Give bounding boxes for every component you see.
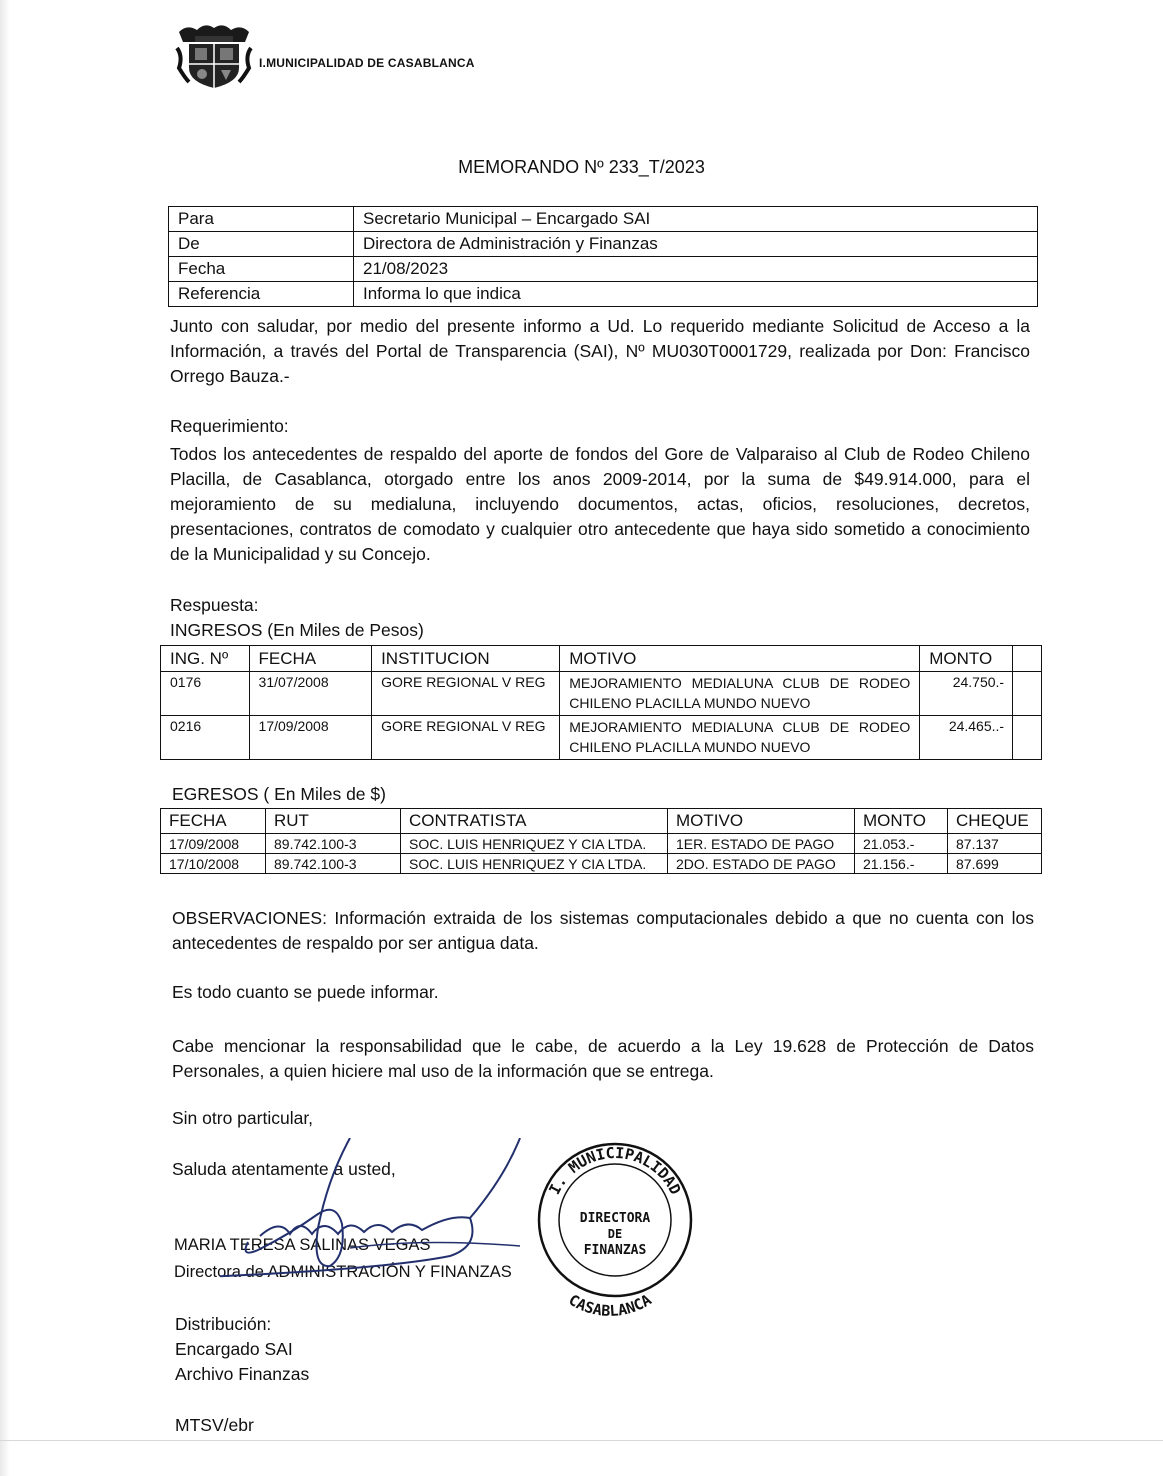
ingresos-title: INGRESOS (En Miles de Pesos): [170, 620, 424, 640]
table-row: [161, 716, 1042, 760]
observaciones-paragraph: OBSERVACIONES: Información extraida de los sistemas computacionales debido a que no cuenta con los antecedentes de respaldo por ser antigua data.: [172, 908, 1034, 953]
column-header: CONTRATISTA: [401, 809, 668, 834]
cell-motivo: MEJORAMIENTO MEDIALUNA CLUB DE RODEO CHILENO PLACILLA MUNDO NUEVO: [560, 672, 920, 716]
cell-monto: 21.053.-: [855, 834, 948, 854]
cell-motivo: 1ER. ESTADO DE PAGO: [668, 834, 855, 854]
svg-text:I. MUNICIPALIDAD: [545, 1144, 684, 1198]
stamp-line3: FINANZAS: [583, 1243, 647, 1258]
todo-cuanto-text: Es todo cuanto se puede informar.: [172, 982, 439, 1002]
column-header: MONTO: [920, 646, 1013, 672]
table-header-row: [161, 809, 1042, 834]
cell-monto: 21.156.-: [855, 854, 948, 874]
respuesta-label: Respuesta:: [170, 595, 259, 615]
memo-title: MEMORANDO Nº 233_T/2023: [458, 157, 705, 177]
requerimiento-label: Requerimiento:: [170, 416, 289, 436]
cell-cheque: 87.699: [948, 854, 1042, 874]
cell-contratista: SOC. LUIS HENRIQUEZ Y CIA LTDA.: [401, 854, 668, 874]
cell-fecha: 17/10/2008: [161, 854, 266, 874]
cell-ing: 0216: [161, 716, 250, 760]
cell-rut: 89.742.100-3: [266, 834, 401, 854]
cell-fecha: 17/09/2008: [249, 716, 372, 760]
distribucion-item: Encargado SAI: [175, 1339, 293, 1359]
cell-fecha: 31/07/2008: [249, 672, 372, 716]
table-row: [169, 257, 1038, 282]
table-row: [169, 207, 1038, 232]
requerimiento-paragraph: Todos los antecedentes de respaldo del aporte de fondos del Gore de Valparaiso al Club de Rodeo Chileno Placilla, de Casablanca, otorgado entre los anos 2009-2014, por la suma de $49.914.000, para el mejoramiento de su medialuna, incluyendo documentos, actas, oficios, resoluciones, decretos, presentaciones, contratos de comodato y cualquier otro antecedente que haya sido sometido a conocimiento de la Municipalidad y su Concejo.: [170, 444, 1030, 564]
signer-position: Directora de ADMINISTRACIÓN Y FINANZAS: [174, 1263, 512, 1281]
column-header: MONTO: [855, 809, 948, 834]
distribucion-item: Archivo Finanzas: [175, 1364, 310, 1384]
meta-value: Informa lo que indica: [354, 282, 1038, 307]
cell-motivo: 2DO. ESTADO DE PAGO: [668, 854, 855, 874]
egresos-table: [160, 808, 1042, 874]
column-header: MOTIVO: [560, 646, 920, 672]
meta-key: Referencia: [169, 282, 354, 307]
cell-rut: 89.742.100-3: [266, 854, 401, 874]
ingresos-table: [160, 645, 1042, 760]
egresos-title: EGRESOS ( En Miles de $): [172, 784, 386, 804]
official-stamp: [515, 1128, 705, 1328]
cell-contratista: SOC. LUIS HENRIQUEZ Y CIA LTDA.: [401, 834, 668, 854]
signer-name: MARIA TERESA SALINAS VEGAS: [174, 1236, 431, 1254]
cell-cheque: 87.137: [948, 834, 1042, 854]
table-row: [169, 282, 1038, 307]
table-row: [161, 834, 1042, 854]
cell-ing: 0176: [161, 672, 250, 716]
cell-empty: [1013, 716, 1042, 760]
table-header-row: [161, 646, 1042, 672]
org-name: I.MUNICIPALIDAD DE CASABLANCA: [259, 56, 475, 70]
table-row: [161, 854, 1042, 874]
cell-fecha: 17/09/2008: [161, 834, 266, 854]
initials: MTSV/ebr: [175, 1415, 254, 1435]
cell-institucion: GORE REGIONAL V REG: [372, 716, 560, 760]
cell-institucion: GORE REGIONAL V REG: [372, 672, 560, 716]
meta-key: De: [169, 232, 354, 257]
cell-monto: 24.465..-: [920, 716, 1013, 760]
stamp-line1: DIRECTORA: [579, 1211, 651, 1226]
scan-bottom-edge: [0, 1440, 1163, 1441]
table-row: [169, 232, 1038, 257]
column-header: CHEQUE: [948, 809, 1042, 834]
meta-key: Para: [169, 207, 354, 232]
stamp-bottom-text: CASABLANCA: [565, 1290, 655, 1321]
column-header: RUT: [266, 809, 401, 834]
sin-otro-text: Sin otro particular,: [172, 1108, 314, 1128]
column-header: MOTIVO: [668, 809, 855, 834]
municipal-crest-icon: [175, 22, 253, 92]
table-row: [161, 672, 1042, 716]
memo-meta-table: [168, 206, 1038, 307]
stamp-top-text: I. MUNICIPALIDAD: [545, 1143, 685, 1198]
cabe-mencionar-paragraph: Cabe mencionar la responsabilidad que le cabe, de acuerdo a la Ley 19.628 de Protección de Datos Personales, a quien hiciere mal uso de la información que se entrega.: [172, 1036, 1034, 1081]
column-header: [1013, 646, 1042, 672]
column-header: FECHA: [249, 646, 372, 672]
letterhead: [175, 22, 475, 92]
column-header: ING. Nº: [161, 646, 250, 672]
scan-edge-shadow: [0, 0, 10, 1476]
distribucion-label: Distribución:: [175, 1314, 272, 1334]
meta-value: 21/08/2023: [354, 257, 1038, 282]
meta-value: Secretario Municipal – Encargado SAI: [354, 207, 1038, 232]
stamp-line2: DE: [607, 1227, 623, 1241]
saluda-text: Saluda atentamente a usted,: [172, 1159, 396, 1179]
cell-monto: 24.750.-: [920, 672, 1013, 716]
handwritten-signature: [220, 1138, 550, 1308]
meta-value: Directora de Administración y Finanzas: [354, 232, 1038, 257]
cell-motivo: MEJORAMIENTO MEDIALUNA CLUB DE RODEO CHILENO PLACILLA MUNDO NUEVO: [560, 716, 920, 760]
column-header: FECHA: [161, 809, 266, 834]
column-header: INSTITUCION: [372, 646, 560, 672]
intro-paragraph: Junto con saludar, por medio del presente informo a Ud. Lo requerido mediante Solicitud de Acceso a la Información, a través del Portal de Transparencia (SAI), Nº MU030T0001729, realizada por Don: Francisco Orrego Bauza.-: [170, 316, 1030, 386]
cell-empty: [1013, 672, 1042, 716]
meta-key: Fecha: [169, 257, 354, 282]
